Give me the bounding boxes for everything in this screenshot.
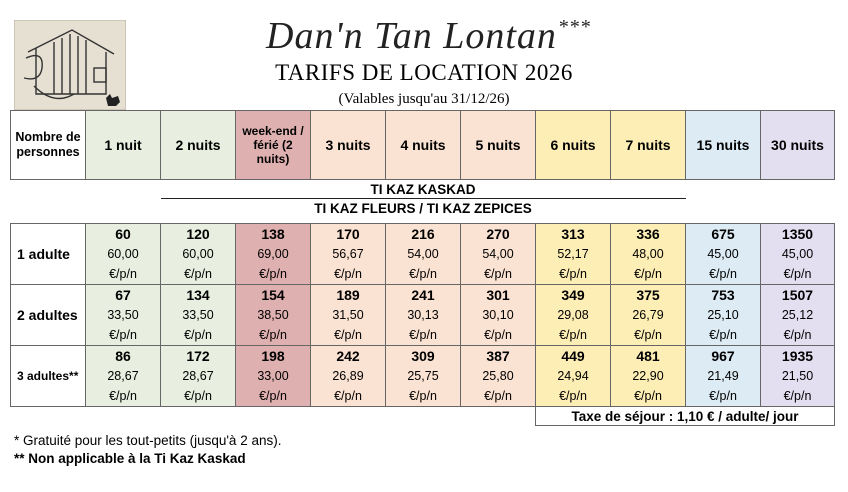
- unit-label: €/p/n: [184, 328, 212, 342]
- col-header: 5 nuits: [461, 111, 536, 180]
- total-price: 120: [186, 226, 210, 242]
- per-person-night: 52,17: [557, 247, 589, 261]
- total-price: 481: [636, 348, 660, 364]
- per-person-night: 29,08: [557, 308, 589, 322]
- brand-name: [266, 14, 592, 58]
- per-person-night: 28,67: [107, 369, 139, 383]
- group-label: TI KAZ KASKAD: [161, 180, 686, 199]
- total-price: 313: [561, 226, 585, 242]
- rate-cell: [536, 224, 611, 285]
- per-person-night: 45,00: [707, 247, 739, 261]
- rate-cell: [611, 346, 686, 407]
- total-price: 349: [561, 287, 585, 303]
- group-label: TI KAZ FLEURS / TI KAZ ZEPICES: [314, 200, 532, 216]
- unit-label: €/p/n: [109, 267, 137, 281]
- total-price: 198: [261, 348, 285, 364]
- header-row: [11, 111, 835, 180]
- col-header: week-end / férié (2 nuits): [236, 111, 311, 180]
- total-price: 387: [486, 348, 510, 364]
- brand-text: Dan'n Tan Lontan: [266, 15, 557, 57]
- per-person-night: 54,00: [407, 247, 439, 261]
- total-price: 216: [411, 226, 435, 242]
- unit-label: €/p/n: [559, 267, 587, 281]
- per-person-night: 28,67: [182, 369, 214, 383]
- validity-note: (Valables jusqu'au 31/12/26): [338, 91, 510, 107]
- rate-cell: [236, 346, 311, 407]
- unit-label: €/p/n: [484, 267, 512, 281]
- per-person-night: 25,10: [707, 308, 739, 322]
- persons-header: Nombre de personnes: [11, 111, 86, 180]
- rate-cell: [686, 224, 761, 285]
- rate-cell: [236, 224, 311, 285]
- per-person-night: 21,50: [781, 369, 814, 383]
- total-price: 270: [486, 226, 510, 242]
- per-person-night: 30,10: [482, 308, 514, 322]
- total-price: 1350: [781, 226, 814, 242]
- per-person-night: 33,50: [107, 308, 139, 322]
- col-header: 30 nuits: [761, 111, 835, 180]
- unit-label: €/p/n: [783, 267, 812, 281]
- total-price: 675: [711, 226, 735, 242]
- total-price: 375: [636, 287, 660, 303]
- total-price: 309: [411, 348, 435, 364]
- row-label: 2 adultes: [11, 285, 86, 346]
- rate-cell: [761, 224, 835, 285]
- row-label: 1 adulte: [11, 224, 86, 285]
- unit-label: €/p/n: [259, 267, 287, 281]
- tax-row: [11, 407, 835, 426]
- per-person-night: 48,00: [632, 247, 664, 261]
- rate-cell: [461, 346, 536, 407]
- unit-label: €/p/n: [783, 389, 812, 403]
- per-person-night: 33,50: [182, 308, 214, 322]
- footnote-free-children: * Gratuité pour les tout-petits (jusqu'à 2 ans).: [14, 433, 282, 448]
- unit-label: €/p/n: [484, 328, 512, 342]
- rate-cell: [536, 346, 611, 407]
- total-price: 336: [636, 226, 660, 242]
- total-price: 1507: [781, 287, 814, 303]
- rate-cell: [311, 224, 386, 285]
- unit-label: €/p/n: [334, 267, 362, 281]
- col-header: 3 nuits: [311, 111, 386, 180]
- per-person-night: 38,50: [257, 308, 289, 322]
- rate-cell: [686, 285, 761, 346]
- per-person-night: 60,00: [182, 247, 214, 261]
- footnotes: [14, 432, 281, 468]
- rate-cell: [461, 285, 536, 346]
- col-header: 15 nuits: [686, 111, 761, 180]
- rate-cell: [611, 224, 686, 285]
- unit-label: €/p/n: [709, 389, 737, 403]
- unit-label: €/p/n: [559, 389, 587, 403]
- per-person-night: 22,90: [632, 369, 664, 383]
- per-person-night: 31,50: [332, 308, 364, 322]
- rate-cell: [161, 224, 236, 285]
- total-price: 86: [115, 348, 131, 364]
- per-person-night: 25,75: [407, 369, 439, 383]
- unit-label: €/p/n: [259, 328, 287, 342]
- page-title: [0, 60, 848, 86]
- col-header: 6 nuits: [536, 111, 611, 180]
- row-label: 3 adultes**: [11, 346, 86, 407]
- per-person-night: 26,89: [332, 369, 364, 383]
- tax-note: Taxe de séjour : 1,10 € / adulte/ jour: [536, 407, 835, 426]
- rate-cell: [236, 285, 311, 346]
- unit-label: €/p/n: [709, 267, 737, 281]
- rates-table: [10, 110, 835, 426]
- per-person-night: 69,00: [257, 247, 289, 261]
- unit-label: €/p/n: [409, 389, 437, 403]
- unit-label: €/p/n: [559, 328, 587, 342]
- total-price: 1935: [781, 348, 814, 364]
- rate-cell: [461, 224, 536, 285]
- rate-cell: [761, 285, 835, 346]
- unit-label: €/p/n: [634, 267, 662, 281]
- unit-label: €/p/n: [709, 328, 737, 342]
- per-person-night: 56,67: [332, 247, 364, 261]
- col-header: 2 nuits: [161, 111, 236, 180]
- unit-label: €/p/n: [259, 389, 287, 403]
- col-header: 4 nuits: [386, 111, 461, 180]
- total-price: 134: [186, 287, 210, 303]
- total-price: 753: [711, 287, 735, 303]
- total-price: 67: [115, 287, 131, 303]
- group-row: [11, 180, 835, 199]
- col-header: 7 nuits: [611, 111, 686, 180]
- table-row: [11, 224, 835, 285]
- unit-label: €/p/n: [334, 328, 362, 342]
- rate-cell: [311, 285, 386, 346]
- rate-cell: [86, 346, 161, 407]
- per-person-night: 45,00: [781, 247, 814, 261]
- col-header: 1 nuit: [86, 111, 161, 180]
- rate-cell: [686, 346, 761, 407]
- total-price: 301: [486, 287, 510, 303]
- per-person-night: 33,00: [257, 369, 289, 383]
- total-price: 241: [411, 287, 435, 303]
- per-person-night: 60,00: [107, 247, 139, 261]
- per-person-night: 30,13: [407, 308, 439, 322]
- unit-label: €/p/n: [184, 267, 212, 281]
- total-price: 172: [186, 348, 210, 364]
- total-price: 170: [336, 226, 360, 242]
- per-person-night: 24,94: [557, 369, 589, 383]
- rate-cell: [86, 285, 161, 346]
- per-person-night: 54,00: [482, 247, 514, 261]
- total-price: 449: [561, 348, 585, 364]
- per-person-night: 26,79: [632, 308, 664, 322]
- unit-label: €/p/n: [184, 389, 212, 403]
- per-person-night: 21,49: [707, 369, 739, 383]
- per-person-night: 25,80: [482, 369, 514, 383]
- table-row: [11, 346, 835, 407]
- rate-cell: [386, 285, 461, 346]
- rate-cell: [536, 285, 611, 346]
- unit-label: €/p/n: [109, 389, 137, 403]
- table-row: [11, 285, 835, 346]
- unit-label: €/p/n: [634, 328, 662, 342]
- unit-label: €/p/n: [109, 328, 137, 342]
- unit-label: €/p/n: [334, 389, 362, 403]
- rate-cell: [761, 346, 835, 407]
- total-price: 242: [336, 348, 360, 364]
- total-price: 967: [711, 348, 735, 364]
- unit-label: €/p/n: [409, 267, 437, 281]
- per-person-night: 25,12: [781, 308, 814, 322]
- total-price: 189: [336, 287, 360, 303]
- rate-cell: [386, 346, 461, 407]
- total-price: 138: [261, 226, 285, 242]
- rate-cell: [611, 285, 686, 346]
- unit-label: €/p/n: [634, 389, 662, 403]
- brand-stars: ***: [558, 16, 592, 38]
- unit-label: €/p/n: [783, 328, 812, 342]
- rate-cell: [161, 285, 236, 346]
- page-title-text: TARIFS DE LOCATION 2026: [275, 60, 573, 85]
- rate-cell: [86, 224, 161, 285]
- unit-label: €/p/n: [409, 328, 437, 342]
- group-row: [11, 199, 835, 218]
- total-price: 60: [115, 226, 131, 242]
- unit-label: €/p/n: [484, 389, 512, 403]
- total-price: 154: [261, 287, 285, 303]
- rate-cell: [161, 346, 236, 407]
- footnote-not-applicable: ** Non applicable à la Ti Kaz Kaskad: [14, 451, 246, 466]
- rate-cell: [386, 224, 461, 285]
- rate-cell: [311, 346, 386, 407]
